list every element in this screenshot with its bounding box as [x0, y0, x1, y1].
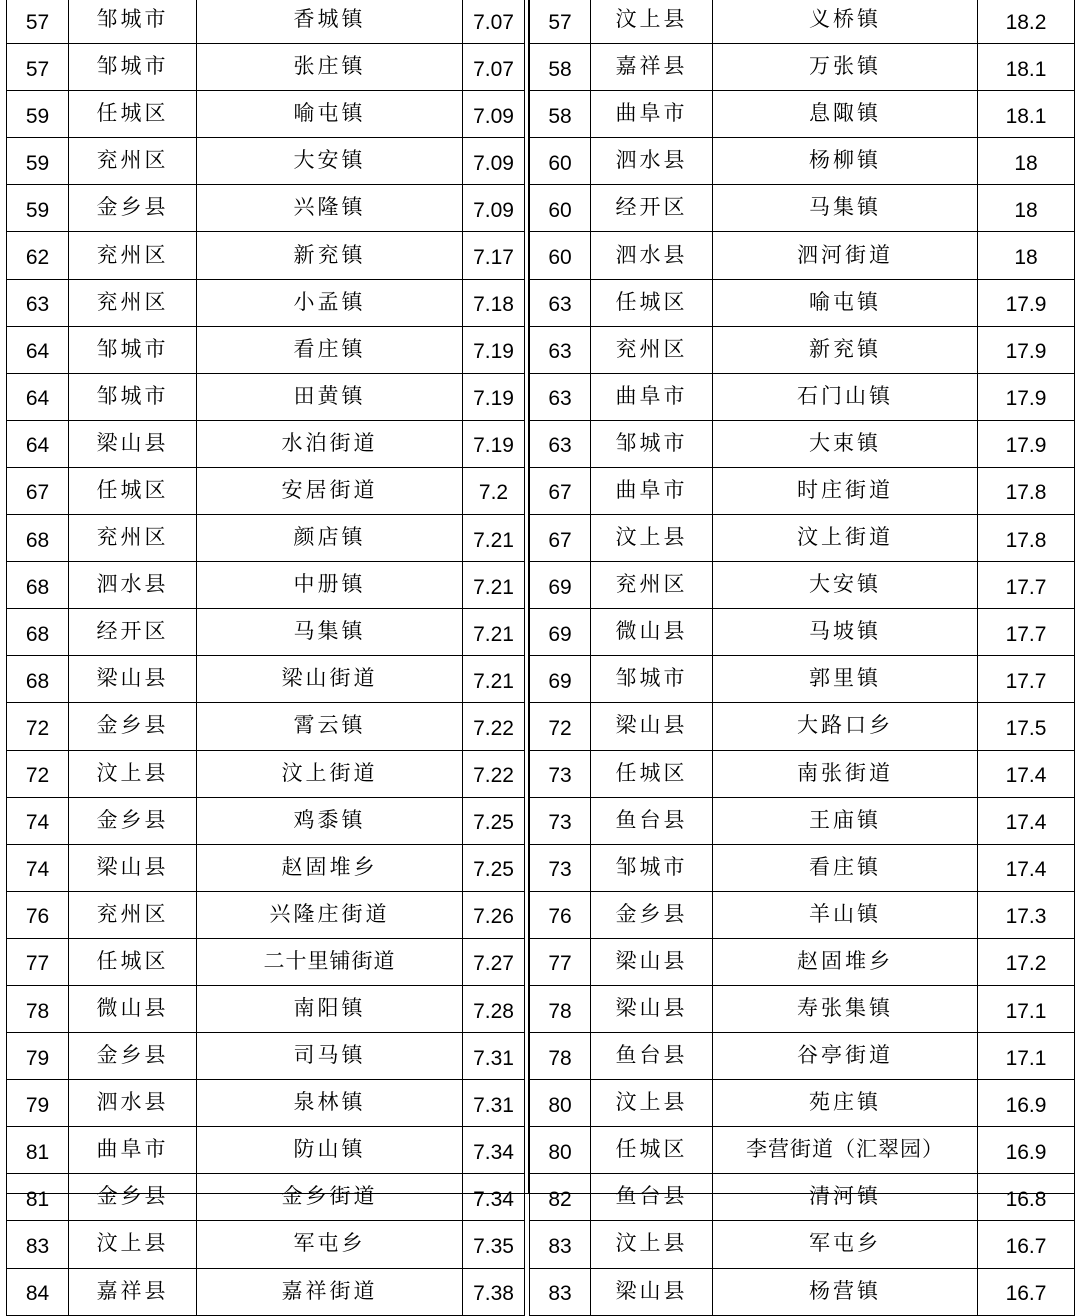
rank-cell: 64: [7, 373, 69, 420]
table-row: [530, 326, 1075, 373]
table-row: [7, 1221, 525, 1268]
value-cell: 17.5: [978, 703, 1075, 750]
town-cell: 军屯乡: [713, 1221, 978, 1268]
county-cell: 任城区: [69, 938, 197, 985]
value-cell: 7.38: [463, 1268, 525, 1315]
table-row: [7, 985, 525, 1032]
value-cell: 7.09: [463, 185, 525, 232]
value-cell: 7.2: [463, 467, 525, 514]
table-row: [530, 232, 1075, 279]
value-cell: 18.2: [978, 0, 1075, 44]
value-cell: 7.07: [463, 0, 525, 44]
rank-cell: 83: [7, 1221, 69, 1268]
rank-cell: 68: [7, 562, 69, 609]
table-row: [7, 185, 525, 232]
table-row: [7, 703, 525, 750]
rank-cell: 59: [7, 138, 69, 185]
value-cell: 7.26: [463, 891, 525, 938]
table-row: [7, 420, 525, 467]
town-cell: 义桥镇: [713, 0, 978, 44]
town-cell: 时庄街道: [713, 467, 978, 514]
county-cell: 任城区: [69, 91, 197, 138]
county-cell: 曲阜市: [591, 91, 713, 138]
town-cell: 万张镇: [713, 44, 978, 91]
value-cell: 18: [978, 232, 1075, 279]
rank-cell: 78: [7, 985, 69, 1032]
value-cell: 7.09: [463, 138, 525, 185]
rank-cell: 58: [530, 44, 591, 91]
table-row: [530, 467, 1075, 514]
town-cell: 司马镇: [197, 1033, 463, 1080]
town-cell: 泉林镇: [197, 1080, 463, 1127]
table-row: [530, 844, 1075, 891]
rank-cell: 59: [7, 91, 69, 138]
rank-cell: 73: [530, 844, 591, 891]
value-cell: 16.8: [978, 1174, 1075, 1221]
rank-cell: 60: [530, 185, 591, 232]
town-cell: 清河镇: [713, 1174, 978, 1221]
table-row: [530, 985, 1075, 1032]
table-row: [7, 1033, 525, 1080]
town-cell: 军屯乡: [197, 1221, 463, 1268]
value-cell: 18.1: [978, 91, 1075, 138]
rank-cell: 68: [7, 656, 69, 703]
county-cell: 梁山县: [591, 1268, 713, 1315]
town-cell: 羊山镇: [713, 891, 978, 938]
rank-cell: 80: [530, 1127, 591, 1174]
town-cell: 水泊街道: [197, 420, 463, 467]
town-cell: 大束镇: [713, 420, 978, 467]
table-row: [530, 750, 1075, 797]
town-cell: 马集镇: [713, 185, 978, 232]
rank-cell: 72: [7, 750, 69, 797]
table-row: [530, 0, 1075, 44]
rank-cell: 60: [530, 232, 591, 279]
county-cell: 汶上县: [591, 1080, 713, 1127]
town-cell: 新兖镇: [713, 326, 978, 373]
table-row: [530, 138, 1075, 185]
value-cell: 17.1: [978, 1033, 1075, 1080]
county-cell: 兖州区: [69, 279, 197, 326]
value-cell: 7.28: [463, 985, 525, 1032]
county-cell: 兖州区: [591, 326, 713, 373]
town-cell: 谷亭街道: [713, 1033, 978, 1080]
rank-cell: 63: [530, 279, 591, 326]
rank-cell: 73: [530, 797, 591, 844]
table-row: [7, 609, 525, 656]
value-cell: 17.8: [978, 467, 1075, 514]
rank-cell: 63: [530, 326, 591, 373]
county-cell: 邹城市: [591, 844, 713, 891]
town-cell: 大安镇: [197, 138, 463, 185]
county-cell: 任城区: [591, 750, 713, 797]
rank-cell: 76: [530, 891, 591, 938]
table-row: [530, 703, 1075, 750]
table-row: [530, 1080, 1075, 1127]
table-row: [7, 1268, 525, 1315]
town-cell: 大安镇: [713, 562, 978, 609]
rank-cell: 73: [530, 750, 591, 797]
table-row: [7, 326, 525, 373]
town-cell: 李营街道（汇翠园）: [713, 1127, 978, 1174]
county-cell: 金乡县: [69, 703, 197, 750]
table-row: [530, 797, 1075, 844]
town-cell: 杨柳镇: [713, 138, 978, 185]
county-cell: 鱼台县: [591, 1033, 713, 1080]
rank-cell: 64: [7, 420, 69, 467]
table-row: [530, 891, 1075, 938]
value-cell: 7.31: [463, 1033, 525, 1080]
value-cell: 17.9: [978, 326, 1075, 373]
rank-cell: 82: [530, 1174, 591, 1221]
county-cell: 微山县: [591, 609, 713, 656]
value-cell: 17.2: [978, 938, 1075, 985]
value-cell: 7.18: [463, 279, 525, 326]
county-cell: 鱼台县: [591, 1174, 713, 1221]
rank-cell: 69: [530, 609, 591, 656]
town-cell: 金乡街道: [197, 1174, 463, 1221]
bottom-rule: [6, 1193, 1074, 1194]
county-cell: 金乡县: [69, 1033, 197, 1080]
table-row: [530, 279, 1075, 326]
rank-cell: 63: [530, 420, 591, 467]
rank-cell: 83: [530, 1268, 591, 1315]
value-cell: 18.1: [978, 44, 1075, 91]
town-cell: 王庙镇: [713, 797, 978, 844]
rank-cell: 72: [530, 703, 591, 750]
value-cell: 7.21: [463, 609, 525, 656]
value-cell: 17.7: [978, 656, 1075, 703]
county-cell: 梁山县: [591, 985, 713, 1032]
table-row: [530, 1221, 1075, 1268]
county-cell: 梁山县: [591, 938, 713, 985]
town-cell: 新兖镇: [197, 232, 463, 279]
county-cell: 汶上县: [69, 750, 197, 797]
value-cell: 7.09: [463, 91, 525, 138]
table-row: [530, 609, 1075, 656]
value-cell: 7.22: [463, 750, 525, 797]
county-cell: 嘉祥县: [591, 44, 713, 91]
rank-cell: 57: [7, 0, 69, 44]
rank-cell: 57: [7, 44, 69, 91]
table-row: [7, 938, 525, 985]
county-cell: 兖州区: [69, 515, 197, 562]
rank-cell: 67: [7, 467, 69, 514]
town-cell: 泗河街道: [713, 232, 978, 279]
county-cell: 泗水县: [69, 1080, 197, 1127]
table-row: [7, 0, 525, 44]
town-cell: 汶上街道: [197, 750, 463, 797]
rank-cell: 81: [7, 1127, 69, 1174]
town-cell: 石门山镇: [713, 373, 978, 420]
table-row: [7, 232, 525, 279]
county-cell: 曲阜市: [591, 373, 713, 420]
town-cell: 寿张集镇: [713, 985, 978, 1032]
county-cell: 嘉祥县: [69, 1268, 197, 1315]
right-ranking-table: [529, 0, 1075, 1316]
value-cell: 17.7: [978, 609, 1075, 656]
county-cell: 梁山县: [69, 656, 197, 703]
value-cell: 17.9: [978, 279, 1075, 326]
county-cell: 邹城市: [591, 656, 713, 703]
value-cell: 7.22: [463, 703, 525, 750]
table-row: [530, 562, 1075, 609]
rank-cell: 63: [530, 373, 591, 420]
table-row: [7, 138, 525, 185]
table-row: [7, 1174, 525, 1221]
rank-cell: 59: [7, 185, 69, 232]
town-cell: 息陬镇: [713, 91, 978, 138]
town-cell: 赵固堆乡: [197, 844, 463, 891]
town-cell: 看庄镇: [197, 326, 463, 373]
county-cell: 汶上县: [69, 1221, 197, 1268]
table-row: [7, 1127, 525, 1174]
town-cell: 鸡黍镇: [197, 797, 463, 844]
table-row: [7, 844, 525, 891]
rank-cell: 69: [530, 656, 591, 703]
rank-cell: 74: [7, 844, 69, 891]
county-cell: 泗水县: [591, 138, 713, 185]
town-cell: 张庄镇: [197, 44, 463, 91]
town-cell: 安居街道: [197, 467, 463, 514]
town-cell: 中册镇: [197, 562, 463, 609]
right-table-body: [530, 0, 1075, 1315]
value-cell: 18: [978, 138, 1075, 185]
county-cell: 汶上县: [591, 1221, 713, 1268]
value-cell: 7.07: [463, 44, 525, 91]
rank-cell: 76: [7, 891, 69, 938]
town-cell: 香城镇: [197, 0, 463, 44]
county-cell: 兖州区: [69, 138, 197, 185]
value-cell: 7.25: [463, 844, 525, 891]
town-cell: 南张街道: [713, 750, 978, 797]
rank-cell: 77: [7, 938, 69, 985]
county-cell: 梁山县: [69, 844, 197, 891]
table-row: [7, 44, 525, 91]
table-row: [7, 279, 525, 326]
value-cell: 7.19: [463, 373, 525, 420]
town-cell: 小孟镇: [197, 279, 463, 326]
county-cell: 邹城市: [69, 326, 197, 373]
town-cell: 兴隆庄街道: [197, 891, 463, 938]
table-row: [530, 1174, 1075, 1221]
value-cell: 7.19: [463, 326, 525, 373]
rank-cell: 57: [530, 0, 591, 44]
table-row: [7, 797, 525, 844]
rank-cell: 79: [7, 1033, 69, 1080]
value-cell: 17.1: [978, 985, 1075, 1032]
left-ranking-table: [6, 0, 525, 1316]
table-row: [530, 1033, 1075, 1080]
county-cell: 梁山县: [69, 420, 197, 467]
town-cell: 郭里镇: [713, 656, 978, 703]
rank-cell: 79: [7, 1080, 69, 1127]
rank-cell: 63: [7, 279, 69, 326]
county-cell: 经开区: [591, 185, 713, 232]
table-row: [530, 1127, 1075, 1174]
town-cell: 马坡镇: [713, 609, 978, 656]
value-cell: 7.27: [463, 938, 525, 985]
county-cell: 金乡县: [69, 185, 197, 232]
rank-cell: 83: [530, 1221, 591, 1268]
value-cell: 7.21: [463, 562, 525, 609]
rank-cell: 84: [7, 1268, 69, 1315]
value-cell: 16.9: [978, 1127, 1075, 1174]
county-cell: 梁山县: [591, 703, 713, 750]
county-cell: 金乡县: [591, 891, 713, 938]
table-row: [7, 656, 525, 703]
county-cell: 金乡县: [69, 797, 197, 844]
value-cell: 17.4: [978, 750, 1075, 797]
table-row: [7, 467, 525, 514]
town-cell: 防山镇: [197, 1127, 463, 1174]
value-cell: 18: [978, 185, 1075, 232]
county-cell: 曲阜市: [69, 1127, 197, 1174]
table-row: [530, 91, 1075, 138]
county-cell: 金乡县: [69, 1174, 197, 1221]
county-cell: 兖州区: [69, 232, 197, 279]
town-cell: 兴隆镇: [197, 185, 463, 232]
town-cell: 马集镇: [197, 609, 463, 656]
rank-cell: 74: [7, 797, 69, 844]
table-row: [530, 420, 1075, 467]
rank-cell: 68: [7, 609, 69, 656]
value-cell: 17.9: [978, 373, 1075, 420]
ranking-table-page: [6, 0, 1074, 1306]
town-cell: 霄云镇: [197, 703, 463, 750]
county-cell: 任城区: [591, 1127, 713, 1174]
county-cell: 邹城市: [591, 420, 713, 467]
table-row: [530, 515, 1075, 562]
value-cell: 7.21: [463, 515, 525, 562]
town-cell: 看庄镇: [713, 844, 978, 891]
rank-cell: 72: [7, 703, 69, 750]
rank-cell: 78: [530, 985, 591, 1032]
town-cell: 南阳镇: [197, 985, 463, 1032]
county-cell: 兖州区: [591, 562, 713, 609]
table-row: [530, 44, 1075, 91]
rank-cell: 67: [530, 515, 591, 562]
value-cell: 17.4: [978, 797, 1075, 844]
county-cell: 邹城市: [69, 0, 197, 44]
rank-cell: 64: [7, 326, 69, 373]
town-cell: 大路口乡: [713, 703, 978, 750]
table-row: [7, 515, 525, 562]
value-cell: 7.19: [463, 420, 525, 467]
county-cell: 邹城市: [69, 44, 197, 91]
value-cell: 17.3: [978, 891, 1075, 938]
county-cell: 曲阜市: [591, 467, 713, 514]
county-cell: 兖州区: [69, 891, 197, 938]
value-cell: 7.34: [463, 1174, 525, 1221]
county-cell: 邹城市: [69, 373, 197, 420]
town-cell: 杨营镇: [713, 1268, 978, 1315]
table-row: [530, 938, 1075, 985]
rank-cell: 67: [530, 467, 591, 514]
rank-cell: 62: [7, 232, 69, 279]
table-row: [530, 656, 1075, 703]
table-row: [7, 1080, 525, 1127]
table-row: [530, 373, 1075, 420]
rank-cell: 60: [530, 138, 591, 185]
table-row: [530, 185, 1075, 232]
rank-cell: 58: [530, 91, 591, 138]
rank-cell: 78: [530, 1033, 591, 1080]
value-cell: 16.7: [978, 1221, 1075, 1268]
value-cell: 16.9: [978, 1080, 1075, 1127]
value-cell: 17.9: [978, 420, 1075, 467]
town-cell: 嘉祥街道: [197, 1268, 463, 1315]
table-row: [7, 891, 525, 938]
value-cell: 17.8: [978, 515, 1075, 562]
county-cell: 微山县: [69, 985, 197, 1032]
value-cell: 7.35: [463, 1221, 525, 1268]
rank-cell: 81: [7, 1174, 69, 1221]
rank-cell: 77: [530, 938, 591, 985]
table-row: [7, 562, 525, 609]
county-cell: 经开区: [69, 609, 197, 656]
town-cell: 梁山街道: [197, 656, 463, 703]
town-cell: 颜店镇: [197, 515, 463, 562]
county-cell: 任城区: [69, 467, 197, 514]
table-row: [7, 373, 525, 420]
town-cell: 田黄镇: [197, 373, 463, 420]
table-row: [7, 750, 525, 797]
value-cell: 7.17: [463, 232, 525, 279]
county-cell: 汶上县: [591, 515, 713, 562]
town-cell: 赵固堆乡: [713, 938, 978, 985]
value-cell: 7.31: [463, 1080, 525, 1127]
value-cell: 17.4: [978, 844, 1075, 891]
value-cell: 7.25: [463, 797, 525, 844]
left-table-body: [7, 0, 525, 1315]
rank-cell: 69: [530, 562, 591, 609]
table-row: [530, 1268, 1075, 1315]
town-cell: 苑庄镇: [713, 1080, 978, 1127]
rank-cell: 80: [530, 1080, 591, 1127]
table-row: [7, 91, 525, 138]
town-cell: 喻屯镇: [197, 91, 463, 138]
value-cell: 16.7: [978, 1268, 1075, 1315]
town-cell: 汶上街道: [713, 515, 978, 562]
county-cell: 汶上县: [591, 0, 713, 44]
town-cell: 二十里铺街道: [197, 938, 463, 985]
county-cell: 任城区: [591, 279, 713, 326]
county-cell: 泗水县: [591, 232, 713, 279]
county-cell: 泗水县: [69, 562, 197, 609]
value-cell: 7.21: [463, 656, 525, 703]
town-cell: 喻屯镇: [713, 279, 978, 326]
value-cell: 7.34: [463, 1127, 525, 1174]
rank-cell: 68: [7, 515, 69, 562]
value-cell: 17.7: [978, 562, 1075, 609]
county-cell: 鱼台县: [591, 797, 713, 844]
